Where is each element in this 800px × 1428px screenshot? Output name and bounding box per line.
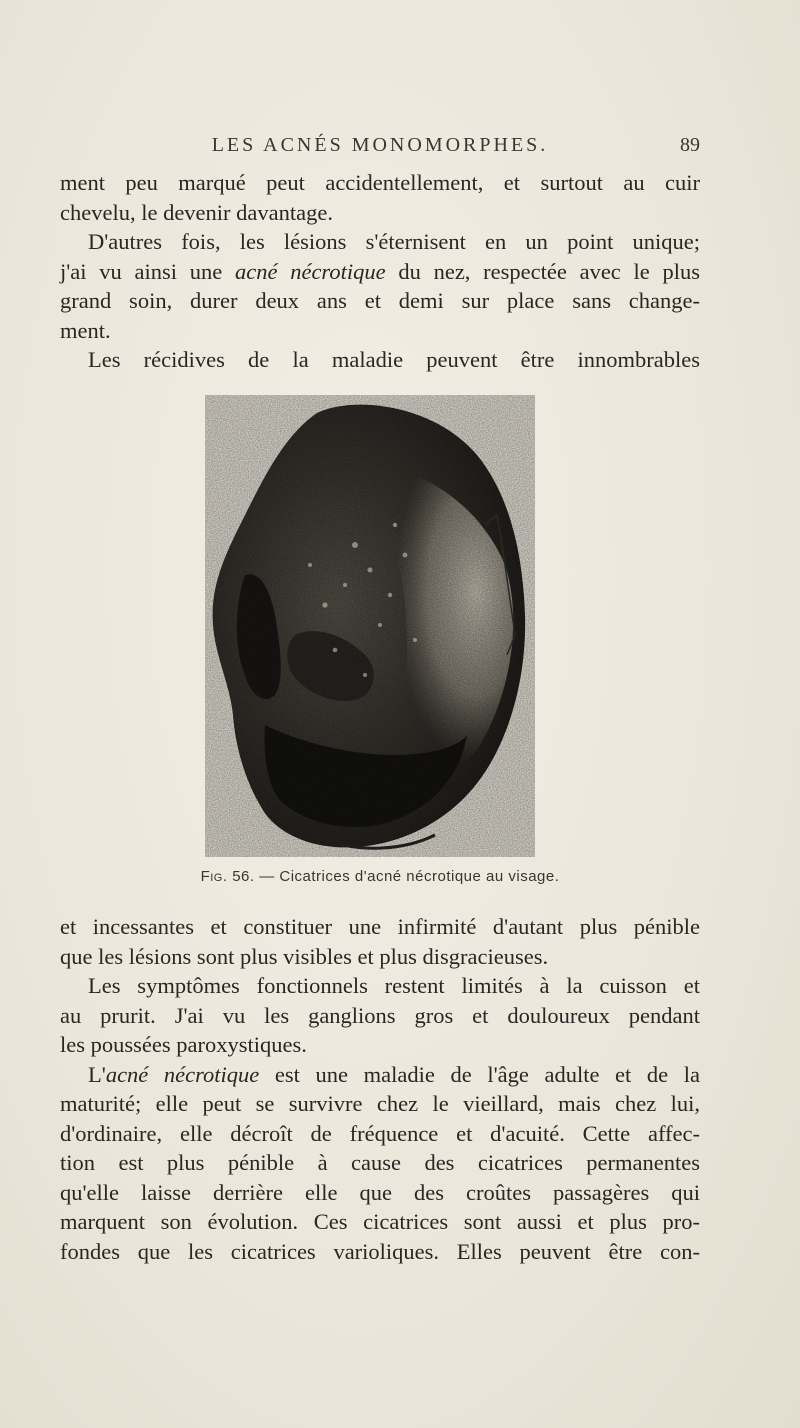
text-line: au prurit. J'ai vu les ganglions gros et douloureux pendant: [60, 1002, 700, 1028]
text-line: Les symptômes fonctionnels restent limités à la cuisson et: [88, 973, 700, 998]
italic-term: acné nécrotique: [235, 258, 386, 284]
text-line: [60, 1060, 700, 1090]
face-illustration: [205, 395, 535, 857]
text-line: et incessantes et constituer une infirmité d'autant plus pénible: [60, 914, 700, 939]
text-line: que les lésions sont plus visibles et plus disgracieuses.: [60, 943, 549, 969]
text-block-bottom: [60, 912, 700, 1266]
text-line: fondes que les cicatrices varioliques. Elles peuvent être con-: [60, 1238, 700, 1264]
text-line: d'ordinaire, elle décroît de fréquence et d'acuité. Cette affec-: [60, 1120, 700, 1146]
italic-term: acné nécrotique: [105, 1061, 260, 1087]
text-line: D'autres fois, les lésions s'éternisent en un point unique;: [88, 229, 700, 254]
text-fragment: est une maladie de l'âge adulte et de la: [274, 1061, 701, 1087]
text-line: ment.: [60, 317, 111, 343]
text-line: maturité; elle peut se survivre chez le vieillard, mais chez lui,: [60, 1091, 700, 1116]
figure-caption: [60, 868, 700, 885]
figure-caption-text: — Cicatrices d'acné nécrotique au visage.: [259, 868, 560, 885]
text-line: grand soin, durer deux ans et demi sur place sans change-: [60, 288, 700, 313]
text-fragment: L': [88, 1061, 106, 1087]
text-line: marquent son évolution. Ces cicatrices sont aussi et plus pro-: [60, 1209, 700, 1234]
text-line: Les récidives de la maladie peuvent être innombrables: [88, 347, 700, 372]
text-line: [60, 257, 700, 287]
running-head: [60, 134, 700, 164]
text-line: qu'elle laisse derrière elle que des croûtes passagères qui: [60, 1179, 700, 1205]
text-line: tion est plus pénible à cause des cicatrices permanentes: [60, 1150, 700, 1175]
page-number: 89: [680, 134, 700, 156]
running-title: LES ACNÉS MONOMORPHES.: [211, 134, 549, 156]
text-line: les poussées paroxystiques.: [60, 1032, 307, 1057]
text-block-top: [60, 168, 700, 375]
figure-label: Fig. 56.: [200, 868, 255, 885]
figure-face-scars: [205, 395, 535, 857]
text-line: chevelu, le devenir davantage.: [60, 199, 333, 225]
text-line: ment peu marqué peut accidentellement, et surtout au cuir: [60, 170, 700, 195]
text-fragment: j'ai vu ainsi une: [60, 258, 223, 284]
text-fragment: du nez, respectée avec le plus: [398, 258, 701, 284]
